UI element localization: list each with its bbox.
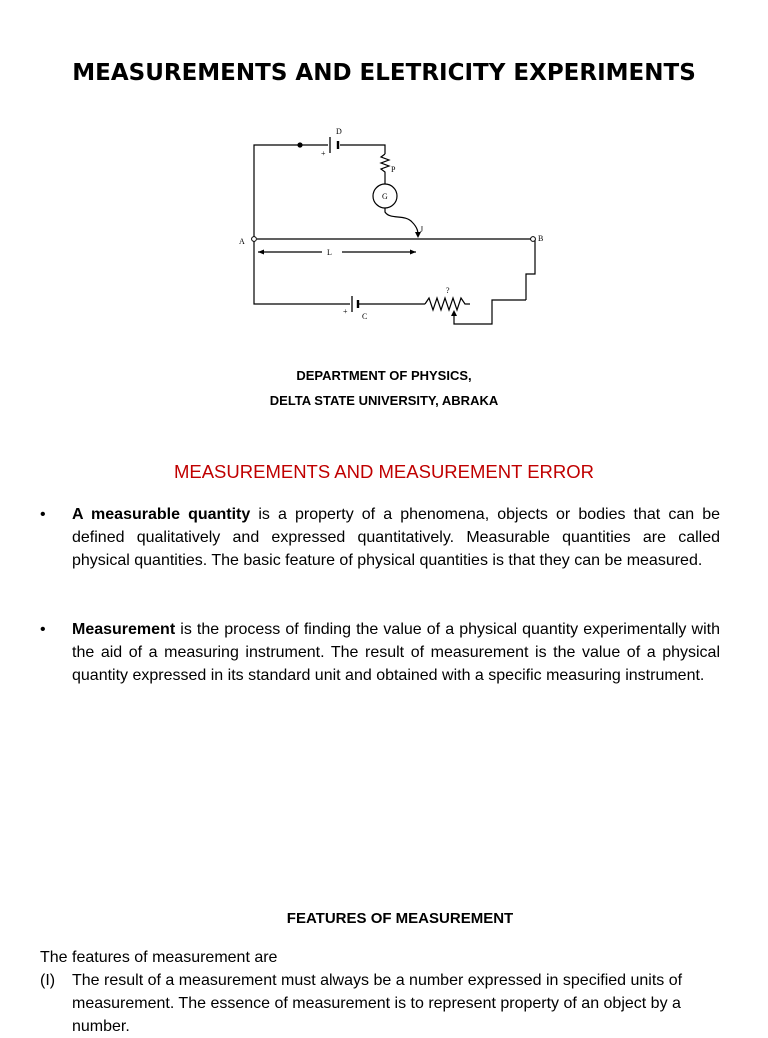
label-g: G: [382, 192, 388, 201]
label-c: C: [362, 312, 368, 321]
cell-d: [330, 137, 338, 153]
label-plus-top: +: [321, 149, 326, 158]
document-title: MEASUREMENTS AND ELETRICITY EXPERIMENTS: [72, 60, 696, 86]
label-rheostat: ?: [446, 286, 450, 295]
feature-item-text: The result of a measurement must always be a number expressed in specified units of measurement. The essence of measurement is to represent property of an object by a number.: [72, 972, 683, 1035]
section-heading: MEASUREMENTS AND MEASUREMENT ERROR: [173, 461, 595, 482]
label-p: P: [391, 165, 396, 174]
feature-item: [40, 969, 730, 1038]
label-b: B: [538, 234, 544, 243]
label-l: L: [327, 248, 332, 257]
features-heading: FEATURES OF MEASUREMENT: [286, 910, 514, 927]
bullet-dot: •: [40, 621, 46, 638]
cell-c: [352, 296, 358, 312]
label-a: A: [239, 237, 245, 246]
bullet-measurable-quantity: [40, 503, 720, 572]
bullet-measurement: [40, 618, 720, 687]
label-j: J: [420, 225, 424, 234]
label-d: D: [336, 127, 342, 136]
terminal-b: [531, 237, 536, 242]
bullet-term: Measurement: [72, 621, 176, 638]
arrow-right-icon: [410, 250, 416, 255]
rheostat-arrow-icon: [451, 310, 457, 316]
bullet-text: [72, 618, 720, 687]
bullet-term: A measurable quantity: [72, 506, 251, 523]
potentiometer-circuit-diagram: [230, 122, 560, 332]
arrow-left-icon: [258, 250, 264, 255]
key-terminal: [297, 142, 302, 147]
department-line: DEPARTMENT OF PHYSICS,: [296, 368, 472, 383]
bullet-body: is a property of a phenomena, objects or bodies that can be defined qualitatively and expressed quantitatively. Measurable quantities are called physical quantities. The basic feature of physical quantities is that they can be measured.: [72, 506, 721, 569]
label-plus-bottom: +: [343, 307, 348, 316]
bullet-body: is the process of finding the value of a physical quantity experimentally with the aid of a measuring instrument. The result of measurement is the value of a physical quantity expressed in its standard unit and obtained with a specific measuring instrument.: [72, 621, 720, 684]
features-intro: The features of measurement are: [40, 949, 278, 966]
bullet-text: [72, 503, 720, 572]
terminal-a: [252, 237, 257, 242]
bullet-dot: •: [40, 506, 46, 523]
feature-item-number: (I): [40, 972, 56, 989]
university-line: DELTA STATE UNIVERSITY, ABRAKA: [269, 393, 499, 408]
